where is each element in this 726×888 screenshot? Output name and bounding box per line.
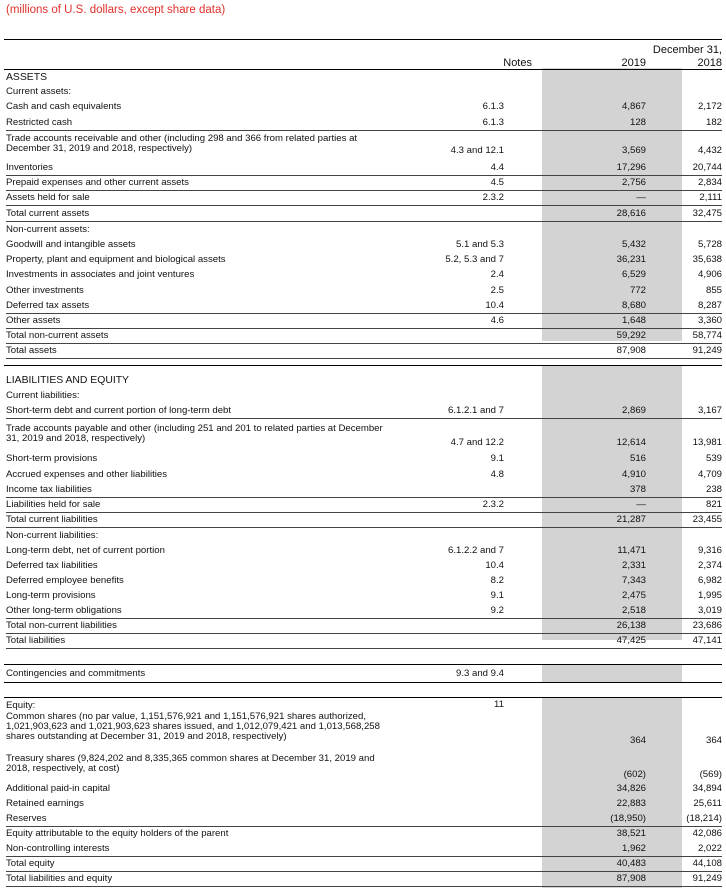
row-value-2019: 87,908 — [616, 345, 646, 356]
row-label: Property, plant and equipment and biological assets — [6, 254, 226, 265]
row-label: Common shares (no par value, 1,151,576,921 and 1,151,576,921 shares authorized, 1,021,903,623 and 1,021,903,623 shares issued, and 1,012,079,421 and 1,013,568,258 shares outstanding at December 31, 2019 and 2018, respectively) — [6, 711, 380, 742]
row-value-2019: 1,648 — [621, 315, 646, 326]
row-note: 10.4 — [485, 560, 504, 571]
year-2018-column-header: 2018 — [697, 57, 722, 69]
table-row — [6, 753, 722, 780]
row-value-2019: 2,869 — [621, 405, 646, 416]
row-value-2019: 1,962 — [621, 843, 646, 854]
header-top-rule — [4, 39, 722, 40]
row-label: Current assets: — [6, 86, 72, 97]
row-note: 2.3.2 — [482, 192, 504, 203]
row-value-2019: 38,521 — [616, 828, 646, 839]
row-value-2018: 32,475 — [692, 208, 722, 219]
table-row — [6, 255, 722, 267]
row-label: Equity attributable to the equity holders of the parent — [6, 828, 229, 839]
table-row — [6, 784, 722, 796]
row-value-2018: 821 — [705, 499, 722, 510]
table-row — [6, 712, 722, 744]
table-row — [6, 606, 722, 619]
row-note: 4.6 — [490, 315, 504, 326]
row-label: Deferred employee benefits — [6, 575, 124, 586]
row-note: 4.7 and 12.2 — [450, 437, 504, 448]
row-value-2018: 2,834 — [697, 177, 722, 188]
row-value-2019: — — [636, 499, 646, 510]
row-value-2018: 42,086 — [692, 828, 722, 839]
row-value-2019: 364 — [629, 735, 646, 746]
row-value-2019: (602) — [623, 769, 646, 780]
row-value-2019: 11,471 — [617, 545, 646, 556]
row-value-2018: 23,686 — [692, 620, 722, 631]
row-note: 2.3.2 — [482, 499, 504, 510]
row-label: Long-term provisions — [6, 590, 96, 601]
row-value-2019: (18,950) — [610, 813, 646, 824]
table-row — [6, 485, 722, 498]
table-row — [6, 799, 722, 811]
row-label: Short-term debt and current portion of long-term debt — [6, 405, 232, 416]
row-value-2019: 7,343 — [621, 575, 646, 586]
table-row — [6, 73, 722, 85]
row-value-2019: 26,138 — [616, 620, 646, 631]
row-label: Deferred tax liabilities — [6, 560, 98, 571]
row-value-2019: 12,614 — [616, 437, 646, 448]
row-note: 9.1 — [490, 453, 504, 464]
table-row — [6, 424, 722, 446]
row-value-2018: 539 — [705, 453, 722, 464]
row-value-2019: 4,867 — [621, 101, 646, 112]
table-row — [6, 406, 722, 419]
row-value-2018: 2,172 — [697, 101, 722, 112]
row-label: Total non-current liabilities — [6, 620, 117, 631]
row-label: Other long-term obligations — [6, 605, 122, 616]
row-value-2018: 47,141 — [692, 635, 722, 646]
row-value-2018: 44,108 — [692, 858, 722, 869]
row-value-2019: 40,483 — [616, 858, 646, 869]
row-value-2019: 28,616 — [616, 208, 646, 219]
table-row — [6, 87, 722, 99]
table-row — [6, 240, 722, 252]
row-value-2018: (569) — [699, 769, 722, 780]
row-value-2019: 87,908 — [616, 873, 646, 884]
table-row — [6, 134, 722, 156]
table-row — [6, 814, 722, 827]
row-label: ASSETS — [6, 72, 47, 83]
row-label: Short-term provisions — [6, 453, 98, 464]
row-value-2018: 6,982 — [697, 575, 722, 586]
table-row — [6, 376, 722, 388]
row-note: 4.4 — [490, 162, 504, 173]
table-row — [6, 500, 722, 513]
row-label: Contingencies and commitments — [6, 668, 146, 679]
row-label: Deferred tax assets — [6, 300, 90, 311]
row-value-2018: 2,022 — [697, 843, 722, 854]
table-row — [6, 209, 722, 222]
row-label: Goodwill and intangible assets — [6, 239, 136, 250]
row-value-2018: 9,316 — [697, 545, 722, 556]
row-label: Total equity — [6, 858, 55, 869]
table-row — [6, 470, 722, 482]
row-value-2018: 13,981 — [692, 437, 722, 448]
row-label: Treasury shares (9,824,202 and 8,335,365 common shares at December 31, 2019 and 2018, respectively, at cost) — [6, 753, 375, 774]
table-row — [6, 301, 722, 314]
row-value-2018: 4,906 — [697, 269, 722, 280]
row-value-2018: 2,111 — [699, 192, 722, 203]
row-note: 9.2 — [490, 605, 504, 616]
row-label: Current liabilities: — [6, 390, 80, 401]
row-value-2018: 3,167 — [697, 405, 722, 416]
row-value-2019: 2,331 — [621, 560, 646, 571]
row-note: 6.1.3 — [482, 117, 504, 128]
row-label: Other assets — [6, 315, 61, 326]
table-row — [6, 102, 722, 114]
notes-column-header: Notes — [503, 57, 532, 69]
row-value-2018: 3,360 — [697, 315, 722, 326]
table-row — [6, 859, 722, 872]
row-value-2019: 17,296 — [616, 162, 646, 173]
table-row — [6, 546, 722, 558]
table-row — [6, 636, 722, 649]
row-value-2018: 91,249 — [692, 873, 722, 884]
section-divider — [4, 664, 722, 665]
section-divider — [4, 682, 722, 683]
row-label: Total liabilities — [6, 635, 66, 646]
row-value-2018: (18,214) — [686, 813, 722, 824]
row-value-2019: 2,518 — [621, 605, 646, 616]
row-value-2018: 23,455 — [692, 514, 722, 525]
row-note: 6.1.2.2 and 7 — [447, 545, 504, 556]
row-note: 11 — [494, 699, 504, 710]
row-note: 9.3 and 9.4 — [455, 668, 504, 679]
row-label: Non-controlling interests — [6, 843, 110, 854]
row-value-2018: 364 — [705, 735, 722, 746]
row-label: Total liabilities and equity — [6, 873, 113, 884]
table-row — [6, 118, 722, 131]
row-value-2018: 25,611 — [693, 798, 722, 809]
row-value-2018: 35,638 — [692, 254, 722, 265]
table-row — [6, 316, 722, 329]
table-row — [6, 346, 722, 359]
row-label: Trade accounts payable and other (including 251 and 201 to related parties at December 31, 2019 and 2018, respectively) — [6, 423, 383, 444]
row-value-2018: 58,774 — [692, 330, 722, 341]
year-2019-column-header: 2019 — [621, 57, 646, 69]
row-label: Retained earnings — [6, 798, 84, 809]
table-row — [6, 531, 722, 543]
row-value-2018: 4,709 — [697, 469, 722, 480]
row-label: Total current assets — [6, 208, 90, 219]
row-label: Trade accounts receivable and other (including 298 and 366 from related parties at December 31, 2019 and 2018, respectively) — [6, 133, 358, 154]
row-value-2019: 8,680 — [621, 300, 646, 311]
table-row — [6, 270, 722, 282]
row-value-2019: — — [636, 192, 646, 203]
row-value-2018: 8,287 — [697, 300, 722, 311]
row-value-2018: 855 — [705, 285, 722, 296]
table-row — [6, 391, 722, 403]
row-value-2019: 36,231 — [616, 254, 646, 265]
row-label: Assets held for sale — [6, 192, 90, 203]
row-note: 5.2, 5.3 and 7 — [445, 254, 504, 265]
table-row — [6, 561, 722, 573]
row-label: Inventories — [6, 162, 53, 173]
row-value-2019: 772 — [629, 285, 646, 296]
row-value-2019: 3,569 — [621, 145, 646, 156]
table-row — [6, 874, 722, 887]
row-label: Other investments — [6, 285, 84, 296]
row-label: Total non-current assets — [6, 330, 109, 341]
row-value-2019: 2,756 — [621, 177, 646, 188]
row-value-2019: 47,425 — [616, 635, 646, 646]
contingencies-row — [6, 669, 722, 681]
december-31-header: December 31, — [652, 44, 722, 56]
section-divider — [4, 697, 722, 698]
table-row — [6, 844, 722, 857]
section-divider — [4, 365, 722, 366]
row-label: Equity: — [6, 700, 36, 711]
row-value-2018: 34,894 — [692, 783, 722, 794]
row-label: Total current liabilities — [6, 514, 98, 525]
row-value-2019: 378 — [629, 484, 646, 495]
table-row — [6, 193, 722, 206]
table-row — [6, 454, 722, 466]
row-note: 6.1.2.1 and 7 — [447, 405, 504, 416]
row-value-2018: 1,995 — [697, 590, 722, 601]
table-row — [6, 163, 722, 176]
row-value-2018: 3,019 — [697, 605, 722, 616]
row-value-2018: 238 — [705, 484, 722, 495]
row-value-2019: 59,292 — [616, 330, 646, 341]
table-row — [6, 621, 722, 634]
row-label: Liabilities held for sale — [6, 499, 101, 510]
row-value-2019: 128 — [629, 117, 646, 128]
row-label: Non-current liabilities: — [6, 530, 99, 541]
row-value-2019: 21,287 — [616, 514, 646, 525]
row-note: 5.1 and 5.3 — [455, 239, 504, 250]
row-label: LIABILITIES AND EQUITY — [6, 375, 129, 386]
row-label: Accrued expenses and other liabilities — [6, 469, 168, 480]
row-value-2019: 22,883 — [616, 798, 646, 809]
row-note: 10.4 — [485, 300, 504, 311]
row-value-2018: 4,432 — [697, 145, 722, 156]
row-note: 8.2 — [490, 575, 504, 586]
row-value-2019: 4,910 — [621, 469, 646, 480]
row-value-2019: 34,826 — [616, 783, 646, 794]
table-row — [6, 331, 722, 344]
row-value-2018: 2,374 — [697, 560, 722, 571]
header-bottom-rule — [4, 69, 722, 70]
row-label: Cash and cash equivalents — [6, 101, 122, 112]
row-label: Long-term debt, net of current portion — [6, 545, 165, 556]
row-note: 6.1.3 — [482, 101, 504, 112]
row-value-2018: 182 — [705, 117, 722, 128]
row-note: 4.5 — [490, 177, 504, 188]
table-row — [6, 829, 722, 841]
row-note: 4.8 — [490, 469, 504, 480]
table-row — [6, 576, 722, 588]
row-label: Restricted cash — [6, 117, 73, 128]
row-label: Reserves — [6, 813, 47, 824]
row-label: Income tax liabilities — [6, 484, 92, 495]
row-value-2019: 5,432 — [621, 239, 646, 250]
row-note: 4.3 and 12.1 — [450, 145, 504, 156]
row-note: 9.1 — [490, 590, 504, 601]
table-row — [6, 591, 722, 603]
table-row — [6, 225, 722, 237]
row-label: Prepaid expenses and other current assets — [6, 177, 189, 188]
row-value-2019: 516 — [629, 453, 646, 464]
row-value-2018: 91,249 — [692, 345, 722, 356]
row-note: 2.5 — [490, 285, 504, 296]
row-note: 2.4 — [490, 269, 504, 280]
statement-subtitle: (millions of U.S. dollars, except share data) — [6, 4, 226, 16]
row-label: Non-current assets: — [6, 224, 90, 235]
row-value-2018: 20,744 — [692, 162, 722, 173]
row-value-2018: 5,728 — [697, 239, 722, 250]
row-value-2019: 2,475 — [621, 590, 646, 601]
table-row — [6, 515, 722, 528]
row-value-2019: 6,529 — [621, 269, 646, 280]
table-row — [6, 178, 722, 191]
row-label: Total assets — [6, 345, 57, 356]
row-label: Additional paid-in capital — [6, 783, 110, 794]
row-label: Investments in associates and joint ventures — [6, 269, 195, 280]
table-row — [6, 286, 722, 298]
